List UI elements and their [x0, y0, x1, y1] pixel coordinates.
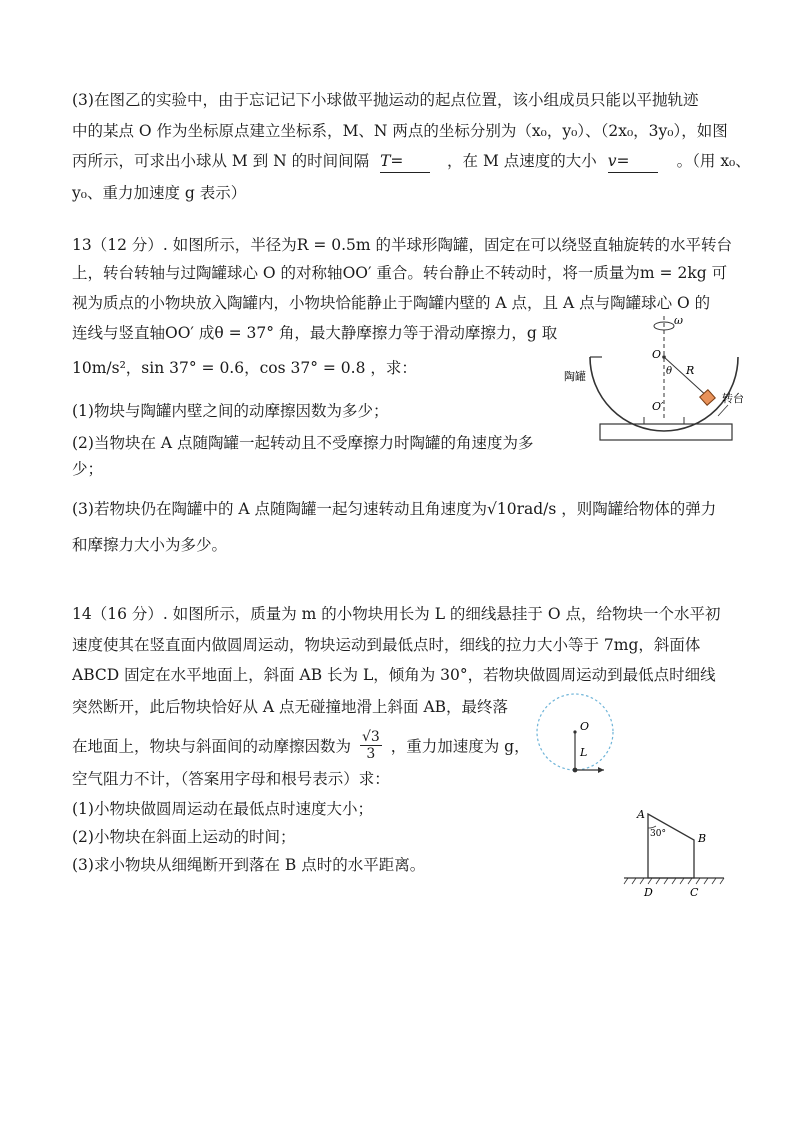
radius-label: R [686, 364, 695, 377]
p3-line-3a: 丙所示，可求出小球从 M 到 N 的时间间隔 [72, 152, 370, 170]
q14-line-3: ABCD 固定在水平地面上，斜面 AB 长为 L，倾角为 30°，若物块做圆周运动到最低点时细线 [72, 666, 716, 684]
q13-line-3: 视为质点的小物块放入陶罐内，小物块恰能静止于陶罐内壁的 A 点，且 A 点与陶罐球心 O 的 [72, 294, 711, 312]
p3-line-2: 中的某点 O 作为坐标原点建立坐标系，M、N 两点的坐标分别为（x₀，y₀）、（2x₀，3y₀），如图 [72, 122, 728, 140]
ground-hatch [624, 878, 724, 884]
q13-line-2: 上，转台转轴与过陶罐球心 O 的对称轴OO′ 重合。转台静止不转动时，将一质量为m = 2kg 可 [72, 264, 728, 282]
q13-sub-1: (1)物块与陶罐内壁之间的动摩擦因数为多少； [72, 402, 389, 420]
p3-line-3 [72, 150, 751, 173]
p3-line-3c: 。（用 x₀、 [676, 152, 751, 170]
q13-sub-2b: 少； [72, 460, 104, 478]
q14-line-2: 速度使其在竖直面内做圆周运动，物块运动到最低点时，细线的拉力大小等于 7mg，斜面体 [72, 636, 701, 654]
q14-line-5b: ，重力加速度为 g， [390, 737, 530, 756]
center-label: O [652, 348, 662, 361]
p3-line-3b: ，在 M 点速度的大小 [447, 152, 597, 170]
q13-sub-3b: 和摩擦力大小为多少。 [72, 536, 228, 554]
q14-line-4: 突然断开，此后物块恰好从 A 点无碰撞地滑上斜面 AB，最终落 [72, 698, 509, 716]
friction-fraction [360, 729, 382, 762]
pivot-label: O [580, 720, 590, 733]
omega-label: ω [674, 314, 683, 327]
q14-line-5a: 在地面上，物块与斜面间的动摩擦因数为 [72, 737, 352, 756]
q13-line-4: 连线与竖直轴OO′ 成θ = 37° 角，最大静摩擦力等于滑动摩擦力，g 取 [72, 324, 558, 342]
answer-blank-t[interactable]: T= [380, 150, 430, 173]
p3-line-1: (3)在图乙的实验中，由于忘记记下小球做平抛运动的起点位置，该小组成员只能以平抛轨迹 [72, 91, 699, 109]
label-angle: 30° [650, 829, 666, 839]
angle-arc [648, 826, 656, 828]
q14-line-1: 14（16 分）. 如图所示，质量为 m 的小物块用长为 L 的细线悬挂于 O 点，给物块一个水平初 [72, 605, 721, 623]
length-label: L [580, 746, 588, 759]
turntable-label: 转台 [722, 392, 744, 405]
incline-figure [620, 800, 730, 900]
q13-line-1: 13（12 分）. 如图所示，半径为R = 0.5m 的半球形陶罐，固定在可以绕竖直轴旋转的水平转台 [72, 236, 733, 254]
circular-motion-figure [530, 690, 620, 780]
q13-sub-2a: (2)当物块在 A 点随陶罐一起转动且不受摩擦力时陶罐的角速度为多 [72, 434, 534, 452]
theta-label: θ [666, 366, 673, 377]
jar-turntable-figure [560, 312, 760, 447]
label-a: A [637, 808, 645, 821]
incline-body [648, 814, 694, 878]
q14-sub-1: (1)小物块做圆周运动在最低点时速度大小； [72, 800, 373, 818]
turntable [600, 424, 732, 440]
center-point [662, 355, 666, 359]
q13-line-5: 10m/s²，sin 37° = 0.6，cos 37° = 0.8 ，求： [72, 359, 417, 377]
q14-line-5 [72, 731, 530, 764]
jar-label: 陶罐 [564, 370, 586, 383]
fraction-numerator: √3 [361, 729, 380, 745]
p3-line-4: y₀、重力加速度 g 表示） [72, 184, 247, 202]
pivot-point [573, 730, 576, 733]
label-c: C [690, 886, 699, 899]
q14-line-6: 空气阻力不计，（答案用字母和根号表示）求： [72, 770, 390, 788]
q13-sub-3a: (3)若物块仍在陶罐中的 A 点随陶罐一起匀速转动且角速度为√10rad/s ，则陶罐给物体的弹力 [72, 500, 717, 518]
q14-sub-3: (3)求小物块从细绳断开到落在 B 点时的水平距离。 [72, 856, 426, 874]
label-b: B [698, 832, 707, 845]
answer-blank-v[interactable]: v= [608, 150, 658, 173]
fraction-denominator: 3 [366, 746, 376, 762]
velocity-arrowhead [598, 767, 604, 773]
label-d: D [644, 886, 653, 899]
q14-sub-2: (2)小物块在斜面上运动的时间； [72, 828, 296, 846]
o-prime-label: O′ [652, 400, 664, 413]
